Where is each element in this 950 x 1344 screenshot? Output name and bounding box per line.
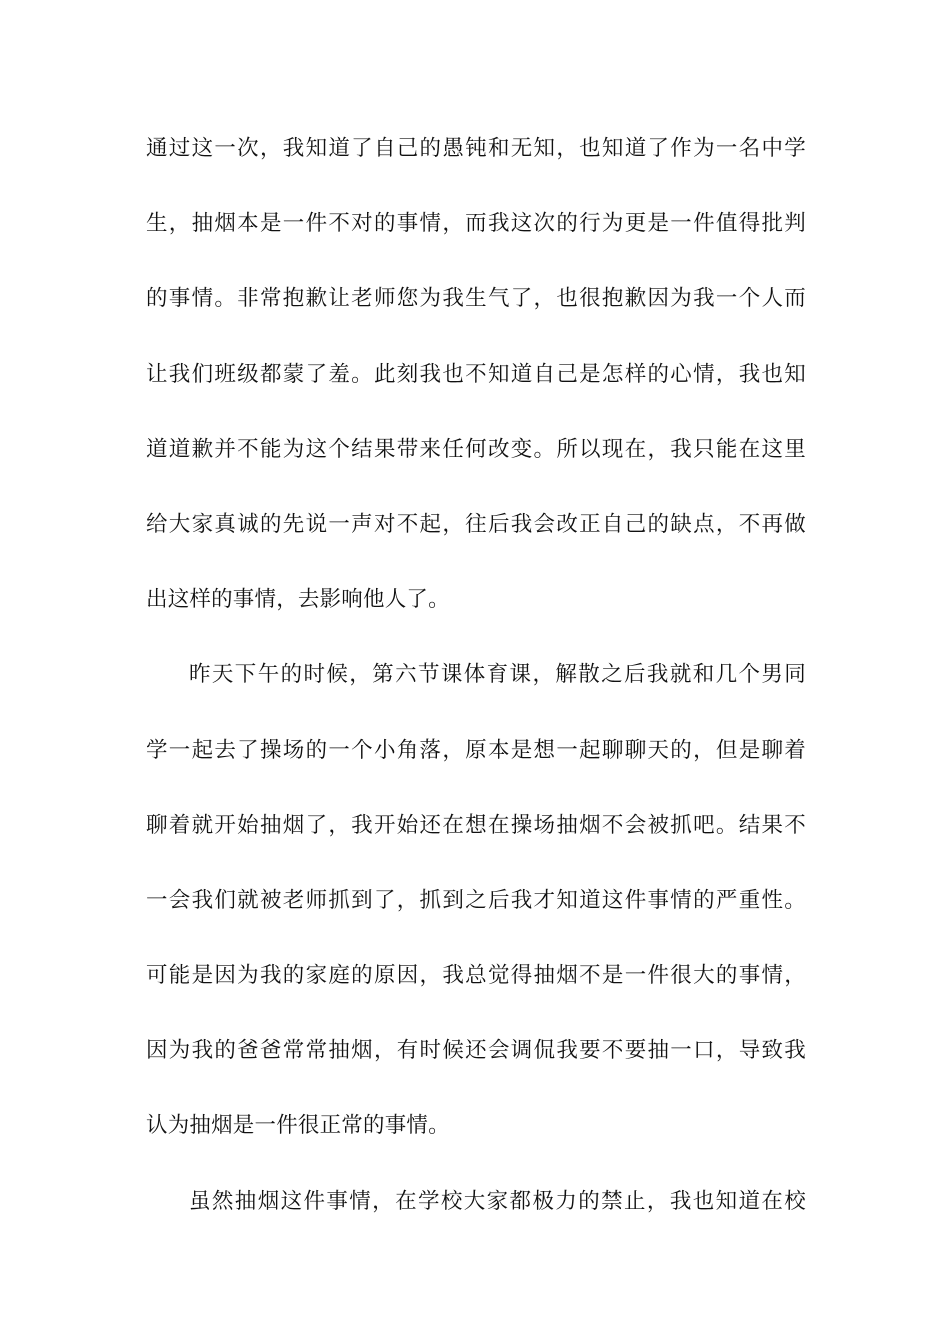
text-line: 可能是因为我的家庭的原因，我总觉得抽烟不是一件很大的事情，	[146, 963, 806, 989]
text-line: 道道歉并不能为这个结果带来任何改变。所以现在，我只能在这里	[146, 436, 806, 462]
paragraph-first-line: 昨天下午的时候，第六节课体育课，解散之后我就和几个男同	[189, 662, 806, 688]
text-line: 给大家真诚的先说一声对不起，往后我会改正自己的缺点，不再做	[146, 511, 806, 537]
text-line: 的事情。非常抱歉让老师您为我生气了，也很抱歉因为我一个人而	[146, 286, 806, 312]
text-line: 出这样的事情，去影响他人了。	[146, 587, 450, 613]
body-text	[146, 131, 806, 1259]
text-line: 一会我们就被老师抓到了，抓到之后我才知道这件事情的严重性。	[146, 887, 806, 913]
text-line: 通过这一次，我知道了自己的愚钝和无知，也知道了作为一名中学	[146, 136, 806, 161]
text-line: 聊着就开始抽烟了，我开始还在想在操场抽烟不会被抓吧。结果不	[146, 812, 806, 838]
paragraph-first-line: 虽然抽烟这件事情，在学校大家都极力的禁止，我也知道在校	[189, 1188, 806, 1214]
text-line: 生，抽烟本是一件不对的事情，而我这次的行为更是一件值得批判	[146, 211, 806, 237]
text-line: 让我们班级都蒙了羞。此刻我也不知道自己是怎样的心情，我也知	[146, 361, 806, 387]
text-line: 认为抽烟是一件很正常的事情。	[146, 1113, 450, 1139]
text-line: 因为我的爸爸常常抽烟，有时候还会调侃我要不要抽一口，导致我	[146, 1038, 806, 1064]
text-line: 学一起去了操场的一个小角落，原本是想一起聊聊天的，但是聊着	[146, 737, 806, 763]
